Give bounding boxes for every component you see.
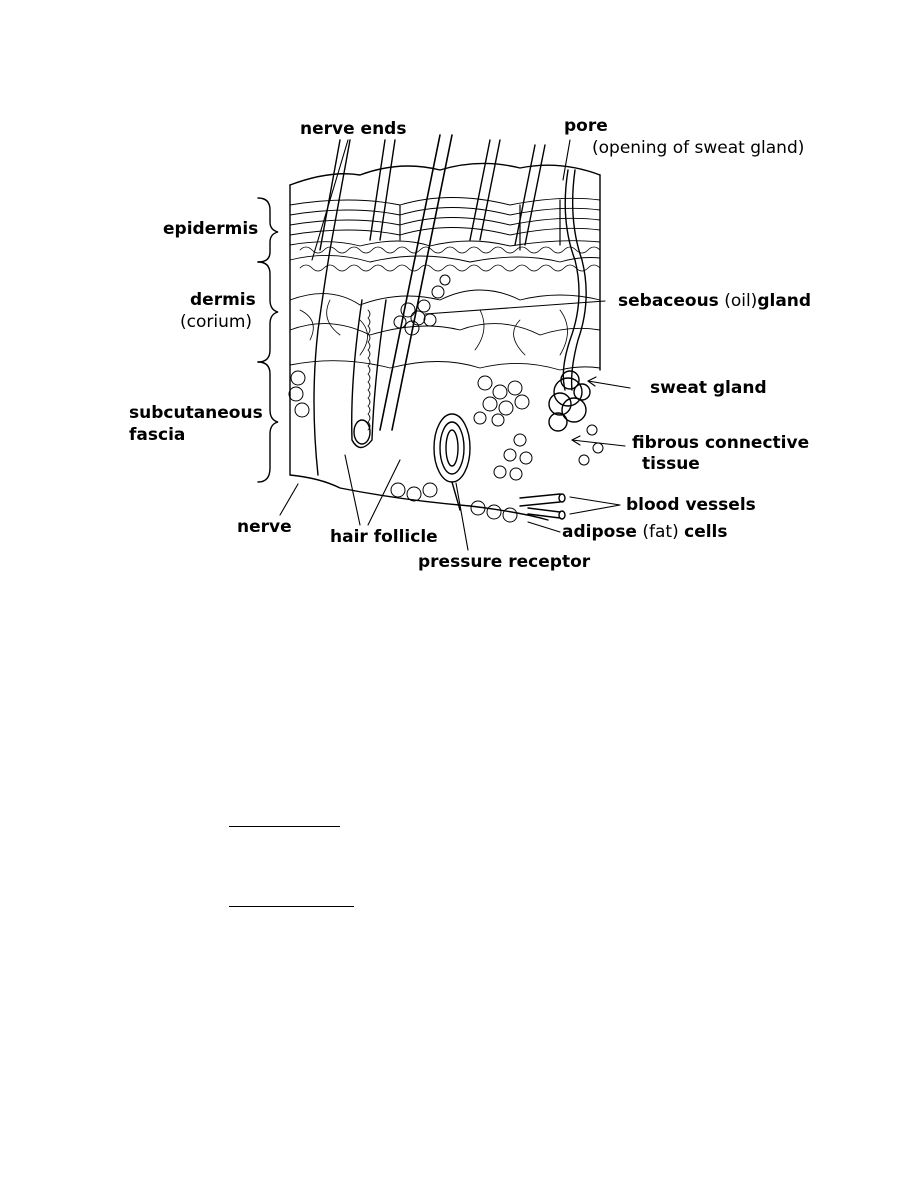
label-sweat-gland: sweat gland: [650, 378, 767, 398]
label-adipose-word: adipose: [562, 522, 637, 542]
label-fibrous-line2: tissue: [642, 454, 700, 474]
label-fibrous-line1: fibrous connective: [632, 433, 810, 453]
label-adipose-fat: (fat): [642, 522, 679, 542]
label-subcutaneous-line1: subcutaneous: [129, 403, 263, 423]
blood-vessels-leader-1: [570, 497, 620, 505]
blood-vessels-leader-2: [570, 505, 620, 514]
layer-brackets: [258, 198, 278, 482]
answer-blank-2: [229, 906, 354, 907]
nerve-leader: [280, 484, 298, 515]
pressure-receptor-drawing: [434, 414, 470, 510]
sweat-gland-leader: [588, 381, 630, 388]
label-sebaceous-oil: (oil): [724, 291, 758, 311]
label-subcutaneous-line2: fascia: [129, 425, 186, 445]
adipose-leader: [528, 522, 560, 532]
answer-blank-1: [229, 826, 340, 827]
dermis-bracket: [258, 262, 278, 362]
label-pore-note: (opening of sweat gland): [592, 138, 805, 158]
hair-follicle-leader-2: [368, 460, 400, 525]
label-dermis: dermis: [190, 290, 256, 310]
label-epidermis: epidermis: [163, 219, 259, 239]
label-nerve-ends: nerve ends: [300, 119, 407, 139]
label-sebaceous-gland: [618, 291, 811, 311]
label-pore: pore: [564, 116, 608, 136]
hair-shafts: [320, 135, 545, 430]
epidermis-layer: [290, 198, 600, 272]
nerve-drawing: [314, 250, 330, 475]
label-blood-vessels: blood vessels: [626, 495, 756, 515]
label-pressure-receptor: pressure receptor: [418, 552, 591, 572]
label-nerve: nerve: [237, 517, 292, 537]
label-sebaceous-word: sebaceous: [618, 291, 719, 311]
label-hair-follicle: hair follicle: [330, 527, 438, 547]
label-dermis-alt: (corium): [180, 312, 253, 332]
pressure-receptor-leader: [456, 483, 468, 550]
label-sebaceous-gland-word: gland: [757, 291, 812, 311]
label-adipose-cells-word: cells: [684, 522, 728, 542]
leader-lines: [280, 140, 630, 550]
epidermis-bracket: [258, 198, 278, 262]
pore-leader: [563, 140, 570, 180]
dermis-layer: [290, 290, 600, 370]
label-adipose-cells: [562, 522, 728, 542]
